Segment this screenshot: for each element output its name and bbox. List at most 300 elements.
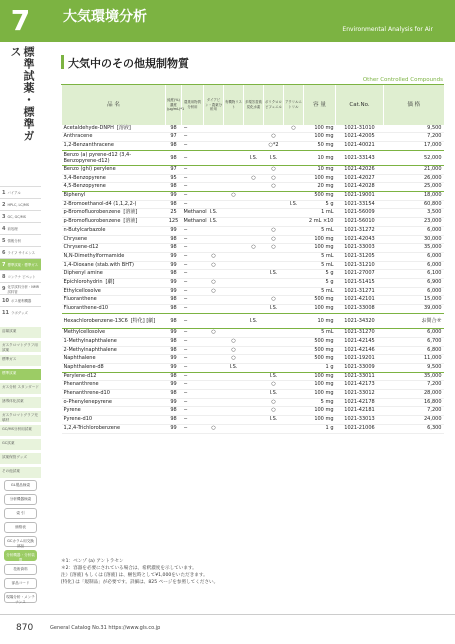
- sidebar-item-number: 7: [2, 261, 6, 268]
- cell-c2: [224, 381, 244, 390]
- sidebar-index-button[interactable]: 部品コード: [4, 578, 37, 589]
- cell-c5: [284, 337, 304, 346]
- cell-vol: 1 g: [304, 363, 336, 372]
- chapter-number: 7: [0, 0, 41, 42]
- page-number: 870: [16, 623, 34, 633]
- cell-purity: 99: [166, 329, 182, 338]
- cell-purity: 99: [166, 252, 182, 261]
- cell-c1: ○: [204, 252, 224, 261]
- cell-c3: [244, 192, 264, 201]
- sidebar-subsection-item[interactable]: ガスクロマトグラフ充填材: [0, 410, 41, 422]
- cell-c2: [224, 141, 244, 150]
- cell-c4: ○: [264, 133, 284, 142]
- product-name: Perylene-d12: [63, 372, 97, 379]
- cell-c2: ○: [224, 192, 244, 201]
- cell-c2: ○: [224, 346, 244, 355]
- cell-price: 11,000: [384, 355, 444, 364]
- cell-c3: [244, 390, 264, 399]
- table-row: [62, 261, 444, 270]
- sidebar-subsection-item[interactable]: 試薬保管グッズ: [0, 452, 41, 464]
- sidebar-index-button[interactable]: 分析機器検索: [4, 494, 37, 505]
- product-tag: [特化] [劇]: [130, 318, 156, 324]
- cell-c4: [264, 313, 284, 328]
- cell-c1: ○: [204, 279, 224, 288]
- cell-product-name: [62, 261, 166, 270]
- cell-c5: [284, 252, 304, 261]
- cell-c4: ○*2: [264, 141, 284, 150]
- cell-product-name: [62, 424, 166, 433]
- cell-cat: 1021-42181: [336, 407, 384, 416]
- table-row: [62, 125, 444, 133]
- cell-solvent: −: [182, 270, 204, 279]
- cell-c3: [244, 270, 264, 279]
- cell-vol: 5 mg: [304, 398, 336, 407]
- cell-cat: 1021-31010: [336, 125, 384, 133]
- table-row: [62, 235, 444, 244]
- cell-vol: 100 mg: [304, 372, 336, 381]
- cell-price: 23,000: [384, 218, 444, 227]
- cell-product-name: [62, 416, 166, 425]
- cell-c3: ○: [244, 244, 264, 253]
- cell-c2: [224, 424, 244, 433]
- cell-solvent: −: [182, 125, 204, 133]
- cell-vol: 100 mg: [304, 381, 336, 390]
- cell-c5: [284, 424, 304, 433]
- table-row: [62, 244, 444, 253]
- cell-c1: I.S.: [204, 209, 224, 218]
- cell-vol: 100 mg: [304, 416, 336, 425]
- cell-c3: [244, 329, 264, 338]
- product-tag: [溶液]: [123, 218, 138, 225]
- sidebar-index-button[interactable]: 技術資料: [4, 564, 37, 575]
- table-row: [62, 296, 444, 305]
- table-row: [62, 287, 444, 296]
- cell-purity: 98: [166, 141, 182, 150]
- cell-solvent: −: [182, 261, 204, 270]
- cell-c1: [204, 133, 224, 142]
- cell-product-name: [62, 192, 166, 201]
- cell-c1: [204, 363, 224, 372]
- cell-price: 17,000: [384, 141, 444, 150]
- table-row: [62, 346, 444, 355]
- sidebar-subsection-item[interactable]: GC/MS分析用試薬: [0, 424, 41, 436]
- cell-cat: 1021-51415: [336, 279, 384, 288]
- sidebar-index-button[interactable]: 索 引: [4, 508, 37, 519]
- cell-c2: I.S.: [224, 363, 244, 372]
- cell-purity: 99: [166, 398, 182, 407]
- cell-vol: 10 mg: [304, 313, 336, 328]
- cell-purity: 99: [166, 192, 182, 201]
- cell-c2: [224, 133, 244, 142]
- section-title: 大気中のその他規制物質: [68, 57, 189, 70]
- cell-cat: 1021-31205: [336, 252, 384, 261]
- cell-price: 6,000: [384, 252, 444, 261]
- cell-c3: [244, 355, 264, 364]
- cell-purity: 98: [166, 125, 182, 133]
- cell-c1: [204, 141, 224, 150]
- cell-vol: 100 mg: [304, 235, 336, 244]
- sidebar-item-number: 4: [2, 225, 6, 232]
- cell-cat: 1021-42027: [336, 174, 384, 183]
- cell-price: 9,500: [384, 363, 444, 372]
- cell-c2: [224, 125, 244, 133]
- cell-c4: [264, 125, 284, 133]
- cell-c2: [224, 252, 244, 261]
- cell-solvent: −: [182, 296, 204, 305]
- cell-solvent: −: [182, 363, 204, 372]
- sidebar-item-7[interactable]: [0, 258, 41, 270]
- cell-c5: [284, 416, 304, 425]
- cell-c3: [244, 381, 264, 390]
- cell-c5: [284, 279, 304, 288]
- header-price: 価 格: [384, 85, 444, 125]
- product-table: [61, 84, 444, 434]
- cell-vol: 500 mg: [304, 192, 336, 201]
- product-name: 2-Bromoethanol-d4 (1,1,2,2-): [63, 200, 137, 207]
- product-name: Ethylcellosolve: [63, 287, 101, 294]
- cell-product-name: [62, 346, 166, 355]
- table-row: [62, 226, 444, 235]
- cell-product-name: [62, 363, 166, 372]
- sidebar-item-1[interactable]: [0, 186, 41, 198]
- cell-price: 7,200: [384, 133, 444, 142]
- cell-price: 28,000: [384, 390, 444, 399]
- cell-c5: [284, 372, 304, 381]
- cell-solvent: −: [182, 355, 204, 364]
- cell-purity: 98: [166, 235, 182, 244]
- cell-cat: 1021-31271: [336, 287, 384, 296]
- cell-solvent: −: [182, 165, 204, 174]
- cell-vol: 100 mg: [304, 125, 336, 133]
- cell-vol: 500 mg: [304, 296, 336, 305]
- cell-vol: 500 mg: [304, 355, 336, 364]
- cell-price: 35,000: [384, 372, 444, 381]
- footnote-line: ＊2：容器を必要にされている場合は、希釈濃度を示しています。: [61, 566, 197, 571]
- sidebar-index-button[interactable]: GL製品検索: [4, 480, 37, 491]
- sidebar-item-label: 化学試料分析・NMR試料管: [7, 284, 40, 294]
- sidebar-subsection-item[interactable]: 標準ガス: [0, 354, 41, 366]
- product-name: Chrysene: [63, 235, 88, 242]
- cell-c3: [244, 235, 264, 244]
- cell-c3: [244, 226, 264, 235]
- cell-solvent: −: [182, 305, 204, 314]
- sidebar-item-number: 5: [2, 237, 6, 244]
- cell-c1: [204, 305, 224, 314]
- cell-product-name: [62, 200, 166, 209]
- cell-c4: ○: [264, 398, 284, 407]
- cell-c5: [284, 270, 304, 279]
- cell-c4: [264, 287, 284, 296]
- cell-cat: 1021-42145: [336, 337, 384, 346]
- cell-product-name: [62, 150, 166, 165]
- cell-price: 52,000: [384, 150, 444, 165]
- cell-c2: [224, 329, 244, 338]
- sidebar-index-button[interactable]: GCカラム用交換部品: [4, 536, 37, 547]
- header-col-4: ポリクロロビフェニル: [264, 85, 284, 125]
- cell-product-name: [62, 183, 166, 192]
- sidebar-item-label: ライフ サイエンス: [7, 251, 36, 255]
- sidebar-subsection-item[interactable]: 誘導体化試薬: [0, 396, 41, 408]
- cell-c1: [204, 192, 224, 201]
- sidebar: [0, 0, 41, 644]
- cell-c5: [284, 398, 304, 407]
- cell-purity: 99: [166, 355, 182, 364]
- product-tag: [溶液]: [123, 209, 138, 216]
- table-row: [62, 363, 444, 372]
- cell-c2: [224, 287, 244, 296]
- sidebar-item-3[interactable]: [0, 210, 41, 222]
- cell-price: 7,200: [384, 381, 444, 390]
- cell-c2: [224, 226, 244, 235]
- cell-vol: 100 mg: [304, 390, 336, 399]
- cell-cat: 1021-33013: [336, 416, 384, 425]
- table-row: [62, 252, 444, 261]
- cell-c4: ○: [264, 407, 284, 416]
- table-row: [62, 183, 444, 192]
- cell-solvent: −: [182, 183, 204, 192]
- cell-c4: ○: [264, 244, 284, 253]
- cell-price: 6,000: [384, 287, 444, 296]
- cell-c2: [224, 398, 244, 407]
- cell-cat: 1021-31210: [336, 261, 384, 270]
- sidebar-item-2[interactable]: [0, 198, 41, 210]
- product-name: Fluoranthene-d10: [63, 305, 109, 312]
- cell-vol: 5 mL: [304, 252, 336, 261]
- cell-c5: [284, 407, 304, 416]
- table-row: [62, 416, 444, 425]
- sidebar-item-number: 6: [2, 249, 6, 256]
- cell-c1: [204, 150, 224, 165]
- cell-c3: I.S.: [244, 150, 264, 165]
- cell-solvent: −: [182, 252, 204, 261]
- sidebar-item-number: 8: [2, 273, 6, 280]
- cell-purity: 99: [166, 424, 182, 433]
- cell-solvent: −: [182, 150, 204, 165]
- cell-c4: [264, 355, 284, 364]
- cell-c4: I.S.: [264, 416, 284, 425]
- cell-c2: [224, 270, 244, 279]
- cell-product-name: [62, 125, 166, 133]
- sidebar-item-10[interactable]: [0, 294, 41, 306]
- cell-product-name: [62, 390, 166, 399]
- cell-cat: 1021-42005: [336, 133, 384, 142]
- cell-product-name: [62, 133, 166, 142]
- cell-c1: ○: [204, 329, 224, 338]
- cell-purity: 99: [166, 381, 182, 390]
- page-header: [41, 0, 455, 42]
- table-row: [62, 192, 444, 201]
- cell-price: 25,000: [384, 183, 444, 192]
- cell-c1: [204, 165, 224, 174]
- cell-c2: [224, 209, 244, 218]
- cell-solvent: −: [182, 398, 204, 407]
- cell-purity: 98: [166, 200, 182, 209]
- cell-price: 39,000: [384, 305, 444, 314]
- cell-c5: [284, 235, 304, 244]
- cell-solvent: −: [182, 235, 204, 244]
- cell-c4: ○: [264, 226, 284, 235]
- cell-c4: [264, 279, 284, 288]
- cell-solvent: −: [182, 192, 204, 201]
- cell-cat: 1021-33012: [336, 390, 384, 399]
- cell-c1: [204, 398, 224, 407]
- cell-solvent: −: [182, 372, 204, 381]
- cell-c5: [284, 244, 304, 253]
- sidebar-item-11[interactable]: [0, 306, 41, 318]
- product-name: Phenanthrene: [63, 381, 99, 388]
- cell-purity: 98: [166, 407, 182, 416]
- cell-product-name: [62, 244, 166, 253]
- cell-product-name: [62, 372, 166, 381]
- cell-c2: [224, 296, 244, 305]
- cell-c2: [224, 183, 244, 192]
- product-name: Phenanthrene-d10: [63, 390, 110, 397]
- cell-purity: 98: [166, 150, 182, 165]
- cell-c1: [204, 372, 224, 381]
- sidebar-index-button[interactable]: 分析機器・分析装置: [4, 550, 37, 561]
- cell-product-name: [62, 235, 166, 244]
- cell-solvent: −: [182, 424, 204, 433]
- cell-c3: [244, 398, 264, 407]
- product-name: 2-Methylnaphthalene: [63, 346, 117, 353]
- cell-c1: [204, 381, 224, 390]
- header-cat-no: Cat.No.: [336, 85, 384, 125]
- sidebar-subsection-item[interactable]: 標準試薬: [0, 368, 41, 380]
- sidebar-subsection-item[interactable]: GC試薬: [0, 438, 41, 450]
- cell-c3: [244, 416, 264, 425]
- cell-purity: 25: [166, 209, 182, 218]
- cell-vol: 100 mg: [304, 407, 336, 416]
- table-body: [62, 125, 444, 434]
- cell-c5: [284, 261, 304, 270]
- section-subtitle-english: Other Controlled Compounds: [362, 77, 443, 83]
- cell-vol: 2 mL ×10: [304, 218, 336, 227]
- cell-purity: 98: [166, 416, 182, 425]
- sidebar-item-label: コンテナ ピペット: [7, 275, 36, 279]
- cell-c1: [204, 200, 224, 209]
- table-row: [62, 133, 444, 142]
- cell-c5: [284, 150, 304, 165]
- cell-product-name: [62, 407, 166, 416]
- cell-cat: 1021-27007: [336, 270, 384, 279]
- cell-solvent: −: [182, 337, 204, 346]
- table-row: [62, 372, 444, 381]
- cell-c5: I.S.: [284, 200, 304, 209]
- cell-c2: ○: [224, 355, 244, 364]
- cell-c5: [284, 355, 304, 364]
- cell-product-name: [62, 165, 166, 174]
- cell-c5: ○: [284, 125, 304, 133]
- table-row: [62, 165, 444, 174]
- cell-cat: 1021-40021: [336, 141, 384, 150]
- cell-solvent: −: [182, 313, 204, 328]
- product-name: p-Bromofluorobenzene: [63, 209, 121, 216]
- cell-product-name: [62, 174, 166, 183]
- cell-c2: [224, 305, 244, 314]
- header-purity: 純度(%) 濃度(μg/mL)*1: [166, 85, 182, 125]
- sidebar-subsection-item[interactable]: その他試薬: [0, 466, 41, 478]
- product-name: Methylcellosolve: [63, 329, 106, 336]
- cell-solvent: −: [182, 174, 204, 183]
- sidebar-item-number: 2: [2, 201, 6, 208]
- cell-c3: [244, 165, 264, 174]
- header-col-2: 有機物リスト: [224, 85, 244, 125]
- cell-c4: I.S.: [264, 270, 284, 279]
- cell-c3: [244, 141, 264, 150]
- cell-product-name: [62, 218, 166, 227]
- table-row: [62, 150, 444, 165]
- cell-product-name: [62, 287, 166, 296]
- sidebar-index-button[interactable]: 価格表: [4, 522, 37, 533]
- sidebar-item-9[interactable]: [0, 282, 41, 294]
- table-row: [62, 200, 444, 209]
- cell-solvent: −: [182, 407, 204, 416]
- cell-c3: [244, 252, 264, 261]
- cell-c5: [284, 329, 304, 338]
- cell-c5: [284, 296, 304, 305]
- cell-purity: 98: [166, 183, 182, 192]
- cell-c5: [284, 183, 304, 192]
- table-row: [62, 313, 444, 328]
- cell-vol: 5 mL: [304, 226, 336, 235]
- sidebar-subsection-item[interactable]: ガス分析 スタンダード: [0, 382, 41, 394]
- product-name: 1,4-Dioxane (stab.with BHT): [63, 261, 134, 268]
- cell-c4: I.S.: [264, 305, 284, 314]
- sidebar-item-8[interactable]: [0, 270, 41, 282]
- cell-c4: [264, 329, 284, 338]
- cell-price: 6,000: [384, 329, 444, 338]
- sidebar-subsection-item[interactable]: ガスクロマトグラフ用試薬: [0, 340, 41, 352]
- sidebar-subsection-item[interactable]: 溶媒試薬: [0, 326, 41, 338]
- product-name: Anthracene: [63, 133, 93, 140]
- cell-c2: [224, 244, 244, 253]
- cell-c5: [284, 287, 304, 296]
- cell-product-name: [62, 313, 166, 328]
- cell-c3: [244, 279, 264, 288]
- sidebar-index-button[interactable]: 現場分析・メンテナンス: [4, 592, 37, 603]
- cell-c1: [204, 346, 224, 355]
- cell-c3: [244, 363, 264, 372]
- product-name: p-Bromofluorobenzene: [63, 218, 121, 225]
- sidebar-item-4[interactable]: [0, 222, 41, 234]
- cell-c5: [284, 390, 304, 399]
- table-header-row: [62, 85, 444, 125]
- header-col-5: アクリルニトリル: [284, 85, 304, 125]
- cell-c3: [244, 337, 264, 346]
- product-name: Naphthalene-d8: [63, 363, 104, 370]
- product-name: Benzo (a) pyrene-d12 (3,4-Benzopyrene-d12): [63, 151, 132, 164]
- cell-product-name: [62, 355, 166, 364]
- product-name: n-Butylcarbazole: [63, 226, 106, 233]
- sidebar-item-number: 10: [2, 297, 9, 304]
- sidebar-item-6[interactable]: [0, 246, 41, 258]
- cell-c1: [204, 407, 224, 416]
- sidebar-item-number: 9: [2, 285, 6, 292]
- cell-c4: [264, 218, 284, 227]
- cell-c2: ○: [224, 337, 244, 346]
- cell-c1: ○: [204, 424, 224, 433]
- cell-vol: 10 mg: [304, 150, 336, 165]
- cell-cat: 1021-33009: [336, 363, 384, 372]
- cell-purity: 98: [166, 372, 182, 381]
- cell-cat: 1021-31270: [336, 329, 384, 338]
- sidebar-item-5[interactable]: [0, 234, 41, 246]
- cell-c3: [244, 209, 264, 218]
- cell-vol: 5 mL: [304, 287, 336, 296]
- table-row: [62, 270, 444, 279]
- cell-product-name: [62, 296, 166, 305]
- cell-c1: [204, 125, 224, 133]
